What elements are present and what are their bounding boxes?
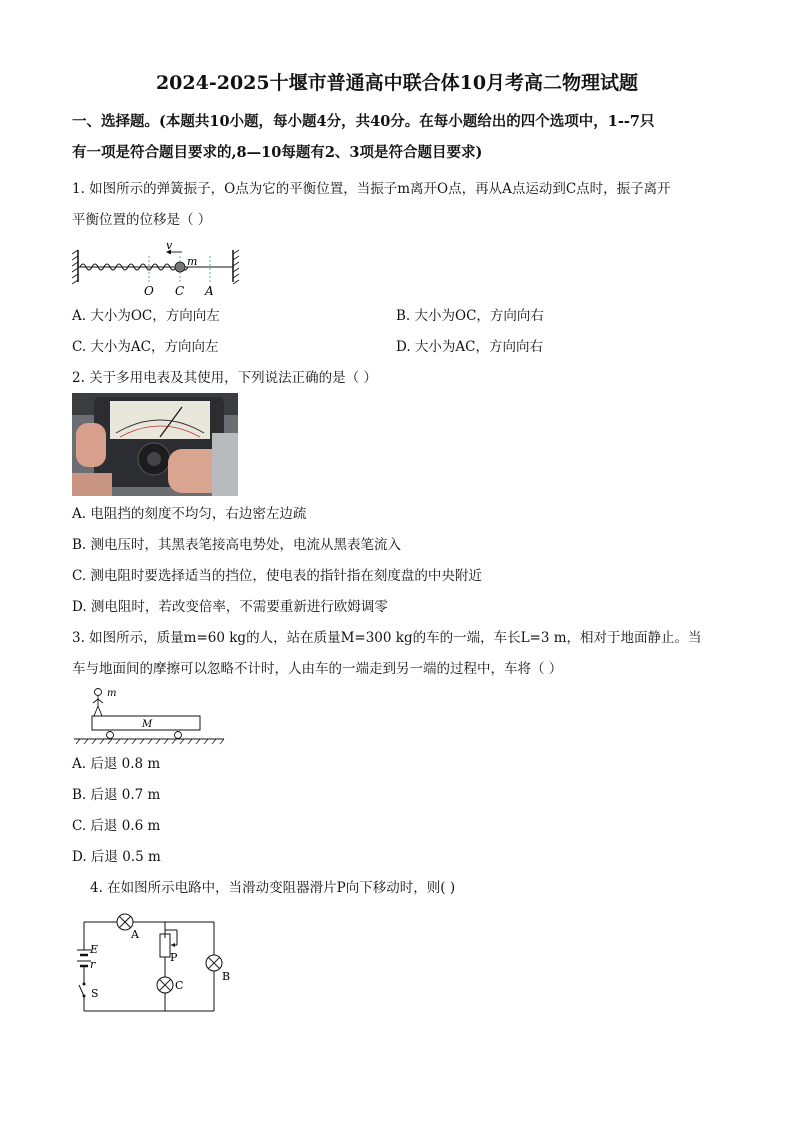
q2-option-d[interactable]: D. 测电阻时，若改变倍率，不需要重新进行欧姆调零 xyxy=(72,599,388,615)
q3-option-d[interactable]: D. 后退 0.5 m xyxy=(72,849,161,865)
label-m: m xyxy=(187,255,198,268)
q2-option-a[interactable]: A. 电阻挡的刻度不均匀，右边密左边疏 xyxy=(72,506,307,522)
multimeter-photo xyxy=(72,393,238,496)
q3-stem-line1: 3. 如图所示，质量m=60 kg的人，站在质量M=300 kg的车的一端，车长L=3 m，相对于地面静止。当 xyxy=(72,630,702,646)
label-M-cart: M xyxy=(142,719,153,730)
label-P: P xyxy=(170,951,178,964)
circuit-diagram xyxy=(72,908,242,1018)
section-header xyxy=(72,106,732,168)
q1-option-d[interactable]: D. 大小为AC，方向向右 xyxy=(396,339,544,355)
page-title: 2024-2025十堰市普通高中联合体10月考高二物理试题 xyxy=(155,72,639,94)
spring-oscillator-figure xyxy=(72,238,242,300)
label-m-person: m xyxy=(107,688,117,699)
section-header-line2: 有一项是符合题目要求的,8—10每题有2、3项是符合题目要求) xyxy=(72,144,483,161)
label-r: r xyxy=(90,958,96,971)
label-C: C xyxy=(175,284,185,298)
q1-option-a[interactable]: A. 大小为OC，方向向左 xyxy=(72,308,220,324)
section-header-line1: 一、选择题。(本题共10小题，每小题4分，共40分。在每小题给出的四个选项中，1--7只 xyxy=(72,113,655,130)
label-A: A xyxy=(205,284,214,298)
label-O: O xyxy=(144,284,154,298)
label-lamp-B: B xyxy=(222,970,231,983)
q1-option-b[interactable]: B. 大小为OC，方向向右 xyxy=(396,308,544,324)
q3-stem xyxy=(72,623,726,685)
q3-option-a[interactable]: A. 后退 0.8 m xyxy=(72,756,161,772)
q1-stem xyxy=(72,174,726,236)
label-E: E xyxy=(90,943,99,956)
q2-stem: 2. 关于多用电表及其使用，下列说法正确的是（ ） xyxy=(72,370,377,386)
q1-stem-line2: 平衡位置的位移是（ ） xyxy=(72,212,212,228)
person-on-cart-figure xyxy=(72,686,226,746)
label-lamp-C: C xyxy=(175,979,184,992)
q3-stem-line2: 车与地面间的摩擦可以忽略不计时，人由车的一端走到另一端的过程中，车将（ ） xyxy=(72,661,563,677)
label-lamp-A: A xyxy=(131,928,139,941)
label-v: v xyxy=(166,239,173,252)
q3-option-b[interactable]: B. 后退 0.7 m xyxy=(72,787,161,803)
q2-option-c[interactable]: C. 测电阻时要选择适当的挡位，使电表的指针指在刻度盘的中央附近 xyxy=(72,568,482,584)
q2-option-b[interactable]: B. 测电压时，其黑表笔接高电势处，电流从黑表笔流入 xyxy=(72,537,402,553)
q1-stem-line1: 1. 如图所示的弹簧振子，O点为它的平衡位置，当振子m离开O点，再从A点运动到C点时，振子离开 xyxy=(72,181,671,197)
q3-option-c[interactable]: C. 后退 0.6 m xyxy=(72,818,161,834)
q4-stem: 4. 在如图所示电路中，当滑动变阻器滑片P向下移动时，则( ) xyxy=(90,880,456,896)
q1-option-c[interactable]: C. 大小为AC，方向向左 xyxy=(72,339,219,355)
label-S: S xyxy=(91,987,99,1000)
